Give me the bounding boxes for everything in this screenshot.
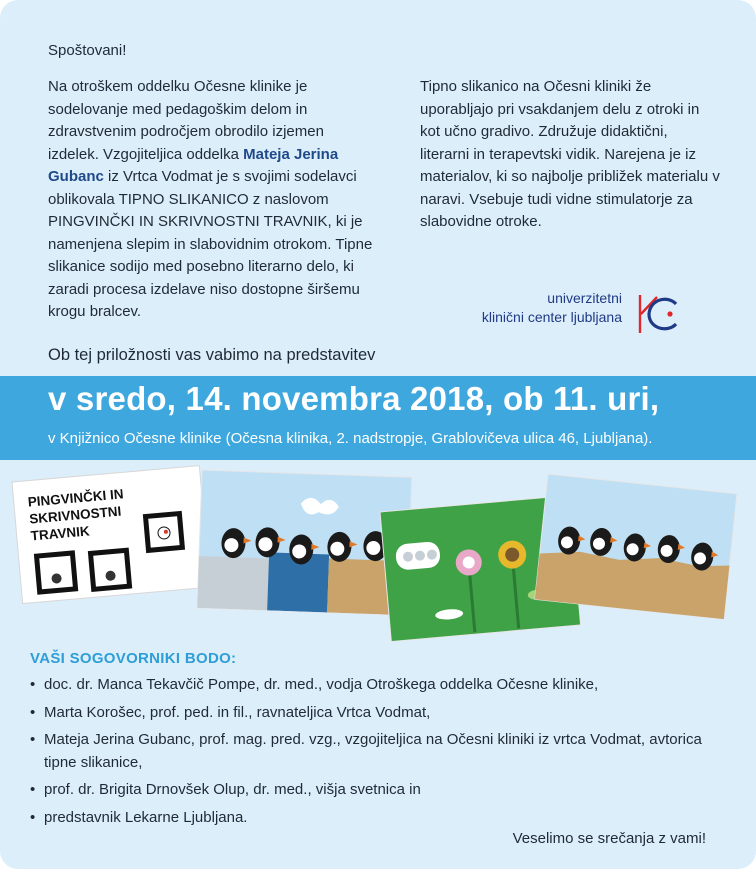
speaker-item: • predstavnik Lekarne Ljubljana.	[30, 807, 730, 830]
penguins-page-photo	[197, 470, 412, 615]
invitation-line: Ob tej priložnosti vas vabimo na predstavitev	[48, 346, 376, 364]
cover-title-line-1: PINGVINČKI IN	[27, 486, 125, 510]
intro-text-1: Na otroškem oddelku Očesne klinike je sodelovanje med pedagoškim delom in zdravstvenim področjem obrodilo izjemen izdelek. Vzgojiteljica oddelka	[48, 78, 324, 163]
ukc-logo	[464, 290, 694, 336]
speaker-item: • Mateja Jerina Gubanc, prof. mag. pred. vzg., vzgojiteljica na Očesni kliniki iz vrtca Vodmat, avtorica tipne slikanice,	[30, 729, 730, 774]
book-cover-photo	[12, 466, 210, 604]
intro-column-right	[420, 76, 720, 234]
penguins-sand-page-photo	[535, 474, 737, 619]
speaker-item: • prof. dr. Brigita Drnovšek Olup, dr. med., višja svetnica in	[30, 779, 730, 802]
cover-title-line-3: TRAVNIK	[30, 523, 91, 544]
event-location: v Knjižnico Očesne klinike (Očesna klinika, 2. nadstropje, Grablovičeva ulica 46, Ljubljana).	[48, 430, 653, 447]
intro-column-left	[48, 76, 378, 324]
cover-title-line-2: SKRIVNOSTNI	[28, 503, 122, 527]
speakers-heading: VAŠI SOGOVORNIKI BODO:	[30, 650, 237, 667]
closing-line: Veselimo se srečanja z vami!	[512, 830, 706, 847]
speaker-item: • Marta Korošec, prof. ped. in fil., ravnateljica Vrtca Vodmat,	[30, 702, 730, 725]
speaker-item: • doc. dr. Manca Tekavčič Pompe, dr. med., vodja Otroškega oddelka Očesne klinike,	[30, 674, 730, 697]
logo-line-1: univerzitetni	[547, 290, 622, 306]
logo-line-2: klinični center ljubljana	[481, 309, 622, 325]
book-photos	[0, 462, 756, 652]
intro-text-2: iz Vrtca Vodmat je s svojimi sodelavci oblikovala TIPNO SLIKANICO z naslovom PINGVINČKI IN SKRIVNOSTNI TRAVNIK, ki je namenjena slepim in slabovidnim otrokom. Tipne slikanice sodijo med posebno literarno delo, ki zaradi procesa izdelave niso dostopne širšemu krogu bralcev.	[48, 168, 373, 320]
intro-text-right: Tipno slikanico na Očesni kliniki že uporabljajo pri vsakdanjem delu z otroki in kot učno gradivo. Združuje didaktični, literarni in terapevtski vidik. Narejena je iz materialov, ki so najbolje približek materialu v naravi. Vsebuje tudi vidne stimulatorje za slabovidne otroke.	[420, 78, 720, 230]
speakers-list	[30, 674, 730, 834]
event-date: v sredo, 14. novembra 2018, ob 11. uri,	[48, 380, 660, 417]
author-name-highlight: Mateja Jerina Gubanc	[48, 145, 339, 185]
greeting: Spoštovani!	[48, 42, 127, 59]
ukc-logo-mark-icon	[628, 292, 684, 336]
